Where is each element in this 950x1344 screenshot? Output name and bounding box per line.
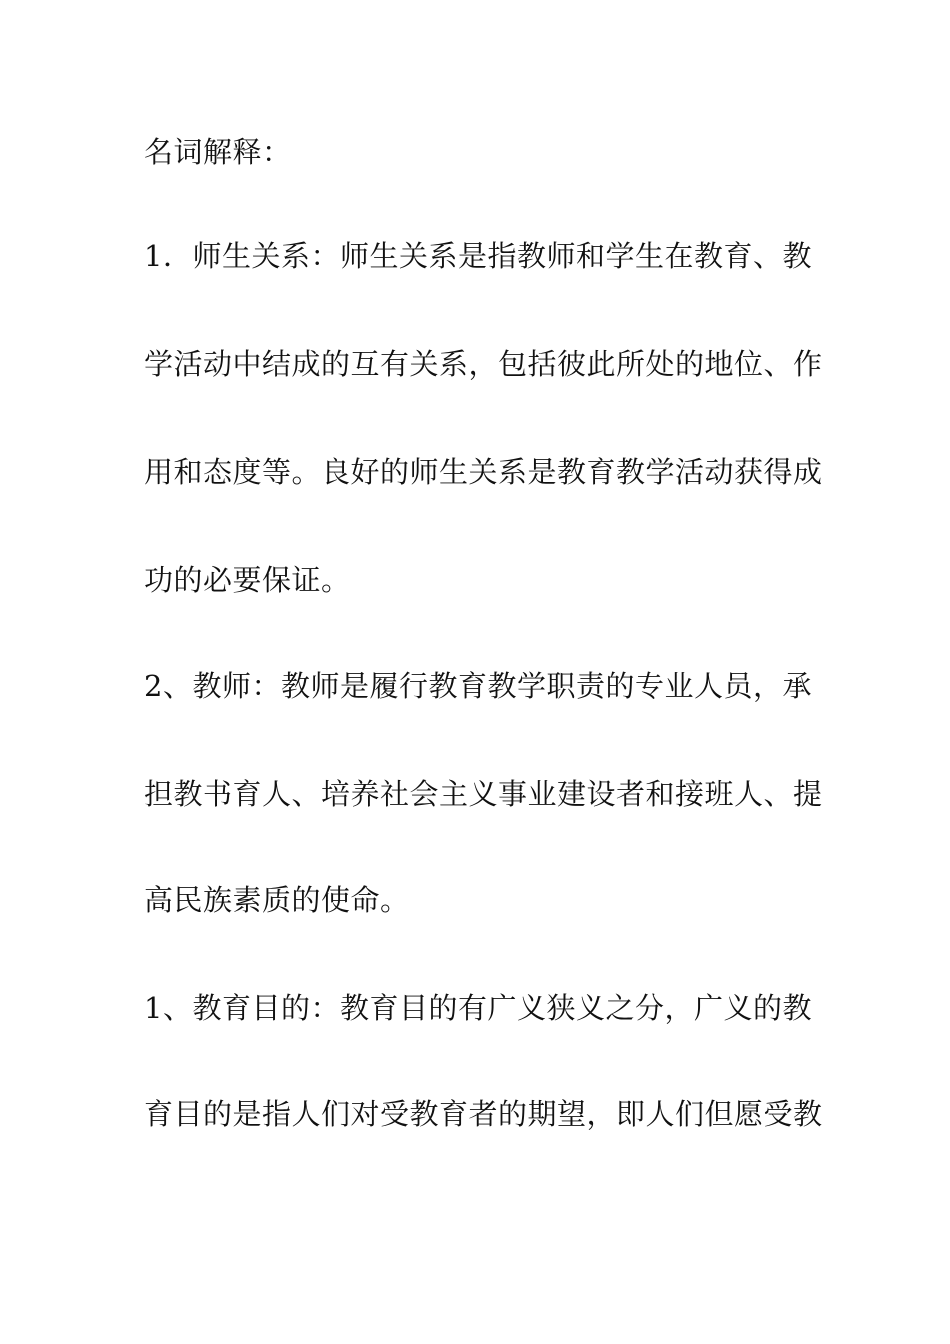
text-line: 担教书育人、培养社会主义事业建设者和接班人、提 [144, 777, 823, 811]
text-line: 1．师生关系：师生关系是指教师和学生在教育、教 [144, 239, 812, 273]
text-line: 1、教育目的：教育目的有广义狭义之分，广义的教 [144, 991, 812, 1025]
section-heading: 名词解释： [144, 135, 292, 169]
text-line: 育目的是指人们对受教育者的期望，即人们但愿受教 [144, 1097, 823, 1131]
text-line: 功的必要保证。 [144, 563, 351, 597]
text-line: 2、教师：教师是履行教育教学职责的专业人员，承 [144, 669, 812, 703]
text-line: 高民族素质的使命。 [144, 883, 410, 917]
text-line: 用和态度等。良好的师生关系是教育教学活动获得成 [144, 455, 823, 489]
text-line: 学活动中结成的互有关系，包括彼此所处的地位、作 [144, 347, 823, 381]
